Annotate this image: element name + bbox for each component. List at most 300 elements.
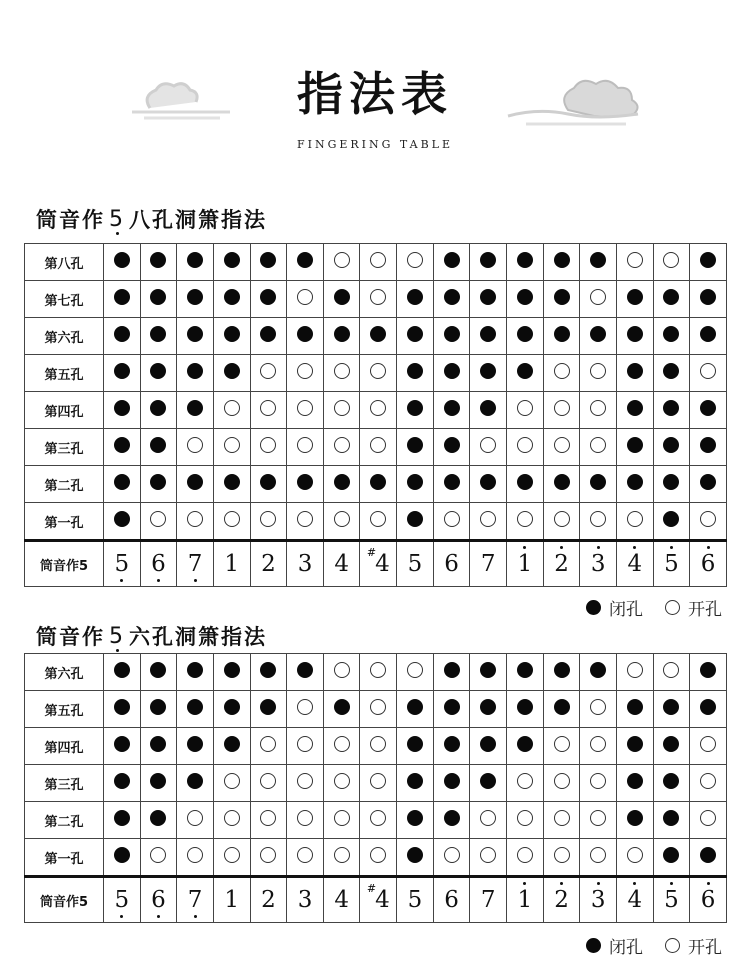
- fingering-cell: [397, 466, 434, 503]
- open-hole-icon: [517, 847, 533, 863]
- fingering-cell: [616, 466, 653, 503]
- open-hole-icon: [297, 363, 313, 379]
- closed-hole-icon: [700, 326, 716, 342]
- open-hole-icon: [590, 400, 606, 416]
- open-hole-icon: [554, 437, 570, 453]
- closed-hole-icon: [224, 252, 240, 268]
- fingering-cell: [360, 355, 397, 392]
- open-hole-icon: [224, 847, 240, 863]
- fingering-cell: [507, 802, 544, 839]
- open-hole-icon: [554, 511, 570, 527]
- fingering-cell: [616, 654, 653, 691]
- fingering-cell: [616, 728, 653, 765]
- open-hole-icon: [334, 437, 350, 453]
- closed-hole-icon: [663, 400, 679, 416]
- fingering-cell: [140, 355, 177, 392]
- fingering-cell: [397, 429, 434, 466]
- note-cell: [323, 877, 360, 923]
- open-hole-icon: [444, 847, 460, 863]
- note-cell: [177, 877, 214, 923]
- legend-eight-hole: [586, 595, 722, 620]
- open-hole-icon: [370, 437, 386, 453]
- open-hole-icon: [554, 736, 570, 752]
- closed-hole-icon: [554, 326, 570, 342]
- fingering-cell: [104, 691, 141, 728]
- fingering-cell: [433, 765, 470, 802]
- fingering-cell: [616, 503, 653, 541]
- fingering-cell: [177, 802, 214, 839]
- closed-hole-icon: [187, 699, 203, 715]
- fingering-cell: [543, 355, 580, 392]
- closed-hole-icon: [444, 252, 460, 268]
- fingering-cell: [213, 355, 250, 392]
- open-hole-icon: [224, 511, 240, 527]
- fingering-cell: [616, 691, 653, 728]
- fingering-cell: [580, 503, 617, 541]
- open-hole-icon: [260, 437, 276, 453]
- open-hole-icon: [554, 773, 570, 789]
- closed-hole-icon: [114, 662, 130, 678]
- jianpu-note: [151, 550, 166, 577]
- closed-hole-icon: [480, 363, 496, 379]
- jianpu-note: [407, 886, 423, 913]
- closed-hole-icon: [260, 289, 276, 305]
- closed-hole-icon: [700, 400, 716, 416]
- closed-hole-icon: [663, 326, 679, 342]
- closed-hole-icon: [627, 699, 643, 715]
- note-number: 5: [664, 550, 679, 577]
- fingering-cell: [580, 355, 617, 392]
- fingering-cell: [470, 728, 507, 765]
- closed-hole-icon: [260, 326, 276, 342]
- open-hole-icon: [480, 511, 496, 527]
- fingering-cell: [397, 728, 434, 765]
- closed-hole-icon: [187, 662, 203, 678]
- fingering-cell: [360, 654, 397, 691]
- fingering-cell: [323, 503, 360, 541]
- closed-hole-icon: [114, 699, 130, 715]
- fingering-cell: [397, 281, 434, 318]
- low-octave-dot: [194, 579, 197, 582]
- fingering-cell: [433, 429, 470, 466]
- fingering-cell: [507, 244, 544, 281]
- fingering-table-eight-hole: [24, 243, 727, 587]
- high-octave-dot: [597, 882, 600, 885]
- note-number: 5: [407, 886, 423, 913]
- note-number: 3: [297, 550, 313, 577]
- table-row: [25, 355, 727, 392]
- note-cell: [690, 877, 727, 923]
- fingering-cell: [140, 654, 177, 691]
- closed-hole-icon: [114, 289, 130, 305]
- closed-hole-icon: [517, 699, 533, 715]
- fingering-cell: [616, 318, 653, 355]
- jianpu-note: [554, 886, 569, 913]
- note-number: 7: [480, 886, 496, 913]
- open-hole-icon: [590, 363, 606, 379]
- closed-hole-icon: [150, 773, 166, 789]
- note-cell: [177, 541, 214, 587]
- open-hole-icon: [517, 511, 533, 527]
- fingering-cell: [323, 392, 360, 429]
- closed-hole-icon: [517, 252, 533, 268]
- note-number: 7: [187, 550, 203, 577]
- note-cell: [433, 541, 470, 587]
- note-number: 2: [554, 550, 569, 577]
- open-hole-icon: [187, 511, 203, 527]
- closed-hole-icon: [150, 474, 166, 490]
- note-number: 1: [224, 886, 240, 913]
- fingering-cell: [690, 466, 727, 503]
- open-hole-icon: [370, 810, 386, 826]
- fingering-cell: [360, 765, 397, 802]
- fingering-cell: [250, 244, 287, 281]
- fingering-cell: [140, 466, 177, 503]
- closed-hole-icon: [627, 326, 643, 342]
- closed-hole-icon: [663, 363, 679, 379]
- closed-hole-icon: [297, 252, 313, 268]
- table-row: [25, 503, 727, 541]
- fingering-cell: [104, 318, 141, 355]
- note-number: 6: [444, 550, 459, 577]
- open-hole-icon: [700, 736, 716, 752]
- closed-hole-icon: [700, 662, 716, 678]
- header: [0, 0, 750, 170]
- note-number: 2: [554, 886, 569, 913]
- note-cell: [543, 877, 580, 923]
- fingering-cell: [287, 466, 324, 503]
- closed-hole-icon: [114, 847, 130, 863]
- hole-label: 第三孔: [25, 765, 104, 802]
- open-hole-icon: [297, 847, 313, 863]
- closed-hole-icon: [150, 326, 166, 342]
- hole-label: 第二孔: [25, 802, 104, 839]
- jianpu-note: [627, 886, 643, 913]
- fingering-cell: [507, 728, 544, 765]
- open-hole-icon: [370, 400, 386, 416]
- fingering-table-six-hole: [24, 653, 727, 923]
- fingering-cell: [690, 802, 727, 839]
- open-hole-icon: [665, 938, 680, 953]
- open-hole-icon: [554, 810, 570, 826]
- closed-hole-icon: [480, 662, 496, 678]
- fingering-cell: [250, 765, 287, 802]
- fingering-cell: [140, 244, 177, 281]
- fingering-cell: [140, 503, 177, 541]
- fingering-cell: [397, 802, 434, 839]
- fingering-cell: [250, 355, 287, 392]
- closed-hole-icon: [554, 289, 570, 305]
- fingering-cell: [616, 355, 653, 392]
- closed-hole-icon: [260, 699, 276, 715]
- closed-hole-icon: [444, 736, 460, 752]
- open-hole-icon: [334, 252, 350, 268]
- open-hole-icon: [224, 437, 240, 453]
- jianpu-note: [366, 881, 390, 913]
- closed-hole-icon: [187, 289, 203, 305]
- closed-hole-icon: [150, 662, 166, 678]
- fingering-cell: [580, 765, 617, 802]
- open-hole-icon: [297, 400, 313, 416]
- cloud-ornament-right: [506, 74, 656, 128]
- open-hole-icon: [517, 810, 533, 826]
- closed-hole-icon: [224, 699, 240, 715]
- high-octave-dot: [560, 882, 563, 885]
- high-octave-dot: [670, 882, 673, 885]
- fingering-cell: [690, 503, 727, 541]
- closed-hole-icon: [444, 474, 460, 490]
- fingering-cell: [360, 728, 397, 765]
- fingering-cell: [323, 802, 360, 839]
- closed-hole-icon: [187, 736, 203, 752]
- closed-hole-icon: [444, 437, 460, 453]
- fingering-cell: [690, 839, 727, 877]
- hole-label: 第一孔: [25, 839, 104, 877]
- low-octave-dot: [157, 915, 160, 918]
- closed-hole-icon: [700, 474, 716, 490]
- note-cell: [397, 541, 434, 587]
- fingering-cell: [287, 654, 324, 691]
- fingering-cell: [177, 429, 214, 466]
- fingering-cell: [213, 466, 250, 503]
- note-number: 4: [627, 886, 643, 913]
- fingering-cell: [470, 281, 507, 318]
- fingering-cell: [177, 244, 214, 281]
- fingering-cell: [397, 654, 434, 691]
- closed-hole-icon: [187, 773, 203, 789]
- closed-hole-icon: [407, 736, 423, 752]
- hole-label: 第五孔: [25, 355, 104, 392]
- closed-hole-icon: [224, 736, 240, 752]
- note-cell: [433, 877, 470, 923]
- low-octave-dot: [120, 579, 123, 582]
- table-row: [25, 802, 727, 839]
- closed-hole-icon: [700, 699, 716, 715]
- closed-hole-icon: [297, 474, 313, 490]
- low-octave-dot: [157, 579, 160, 582]
- closed-hole-icon: [444, 773, 460, 789]
- jianpu-note: [627, 550, 643, 577]
- high-octave-dot: [523, 882, 526, 885]
- fingering-cell: [470, 654, 507, 691]
- note-cell: [323, 541, 360, 587]
- closed-hole-icon: [334, 289, 350, 305]
- fingering-cell: [104, 466, 141, 503]
- fingering-cell: [213, 802, 250, 839]
- closed-hole-icon: [480, 289, 496, 305]
- hole-label: 第四孔: [25, 728, 104, 765]
- fingering-cell: [287, 839, 324, 877]
- closed-hole-icon: [700, 437, 716, 453]
- fingering-cell: [323, 281, 360, 318]
- fingering-cell: [543, 691, 580, 728]
- fingering-cell: [250, 654, 287, 691]
- jianpu-note: [517, 550, 533, 577]
- open-hole-icon: [370, 773, 386, 789]
- hole-label: 第二孔: [25, 466, 104, 503]
- fingering-cell: [360, 318, 397, 355]
- open-hole-icon: [187, 847, 203, 863]
- fingering-cell: [616, 765, 653, 802]
- fingering-cell: [250, 392, 287, 429]
- closed-hole-icon: [554, 662, 570, 678]
- open-hole-icon: [297, 699, 313, 715]
- note-cell: [213, 541, 250, 587]
- closed-hole-icon: [590, 474, 606, 490]
- note-number: 4: [375, 886, 390, 913]
- open-hole-icon: [517, 437, 533, 453]
- note-cell: [250, 541, 287, 587]
- fingering-cell: [690, 654, 727, 691]
- note-row: [25, 541, 727, 587]
- jianpu-note: [261, 550, 276, 577]
- fingering-cell: [177, 839, 214, 877]
- open-hole-icon: [517, 773, 533, 789]
- low-octave-dot: [120, 915, 123, 918]
- note-cell: [616, 877, 653, 923]
- section-title-note: 5: [109, 206, 125, 232]
- fingering-cell: [287, 503, 324, 541]
- fingering-cell: [140, 728, 177, 765]
- fingering-cell: [653, 728, 690, 765]
- fingering-cell: [323, 765, 360, 802]
- note-number: 4: [627, 550, 643, 577]
- open-hole-icon: [663, 662, 679, 678]
- fingering-cell: [213, 839, 250, 877]
- hole-label: 第三孔: [25, 429, 104, 466]
- fingering-cell: [287, 318, 324, 355]
- fingering-cell: [653, 392, 690, 429]
- open-hole-icon: [554, 363, 570, 379]
- closed-hole-icon: [663, 289, 679, 305]
- open-hole-icon: [297, 289, 313, 305]
- high-octave-dot: [597, 546, 600, 549]
- open-hole-icon: [700, 511, 716, 527]
- legend-closed-label: 闭孔: [609, 938, 643, 958]
- fingering-cell: [653, 503, 690, 541]
- closed-hole-icon: [627, 363, 643, 379]
- open-hole-icon: [334, 662, 350, 678]
- table-row: [25, 281, 727, 318]
- fingering-cell: [690, 392, 727, 429]
- note-cell: [543, 541, 580, 587]
- table-row: [25, 392, 727, 429]
- note-cell: [470, 877, 507, 923]
- fingering-cell: [616, 281, 653, 318]
- closed-hole-icon: [444, 289, 460, 305]
- fingering-cell: [507, 355, 544, 392]
- note-number: 2: [261, 886, 276, 913]
- table-row: [25, 429, 727, 466]
- fingering-cell: [213, 281, 250, 318]
- note-cell: [287, 541, 324, 587]
- open-hole-icon: [590, 289, 606, 305]
- high-octave-dot: [633, 546, 636, 549]
- fingering-cell: [690, 429, 727, 466]
- closed-hole-icon: [187, 363, 203, 379]
- note-number: 5: [114, 550, 130, 577]
- closed-hole-icon: [407, 326, 423, 342]
- fingering-cell: [177, 503, 214, 541]
- hole-label: 第八孔: [25, 244, 104, 281]
- closed-hole-icon: [407, 289, 423, 305]
- open-hole-icon: [627, 662, 643, 678]
- open-hole-icon: [260, 511, 276, 527]
- note-number: 6: [151, 550, 166, 577]
- fingering-cell: [104, 839, 141, 877]
- fingering-cell: [250, 839, 287, 877]
- fingering-cell: [397, 355, 434, 392]
- closed-hole-icon: [444, 363, 460, 379]
- closed-hole-icon: [590, 662, 606, 678]
- fingering-cell: [397, 318, 434, 355]
- open-hole-icon: [407, 662, 423, 678]
- fingering-cell: [470, 466, 507, 503]
- fingering-cell: [104, 355, 141, 392]
- fingering-cell: [177, 392, 214, 429]
- fingering-cell: [470, 244, 507, 281]
- jianpu-note: [114, 886, 130, 913]
- page-subtitle: FINGERING TABLE: [296, 138, 454, 151]
- note-cell: [104, 541, 141, 587]
- note-number: 1: [517, 886, 533, 913]
- fingering-cell: [360, 281, 397, 318]
- open-hole-icon: [370, 252, 386, 268]
- jianpu-note: [224, 886, 240, 913]
- closed-hole-icon: [627, 773, 643, 789]
- page-title: 指法表: [297, 67, 453, 121]
- fingering-cell: [177, 654, 214, 691]
- open-hole-icon: [297, 437, 313, 453]
- open-hole-icon: [370, 363, 386, 379]
- fingering-cell: [177, 728, 214, 765]
- closed-hole-icon: [370, 474, 386, 490]
- closed-hole-icon: [407, 810, 423, 826]
- closed-hole-icon: [187, 326, 203, 342]
- note-number: 3: [590, 886, 606, 913]
- fingering-cell: [580, 429, 617, 466]
- fingering-cell: [360, 392, 397, 429]
- section-title-suffix: 六孔洞箫指法: [129, 625, 267, 649]
- open-hole-icon: [260, 773, 276, 789]
- closed-hole-icon: [334, 326, 350, 342]
- fingering-cell: [433, 392, 470, 429]
- section-title-prefix: 筒音作: [36, 625, 105, 649]
- closed-hole-icon: [517, 289, 533, 305]
- fingering-cell: [104, 503, 141, 541]
- fingering-cell: [360, 802, 397, 839]
- note-number: 3: [590, 550, 606, 577]
- closed-hole-icon: [590, 326, 606, 342]
- fingering-cell: [543, 429, 580, 466]
- fingering-cell: [323, 355, 360, 392]
- fingering-cell: [433, 802, 470, 839]
- closed-hole-icon: [334, 699, 350, 715]
- open-hole-icon: [590, 810, 606, 826]
- fingering-cell: [616, 429, 653, 466]
- note-cell: [104, 877, 141, 923]
- closed-hole-icon: [407, 699, 423, 715]
- open-hole-icon: [444, 511, 460, 527]
- fingering-cell: [213, 392, 250, 429]
- hole-label: 第七孔: [25, 281, 104, 318]
- note-cell: [250, 877, 287, 923]
- table-row: [25, 654, 727, 691]
- open-hole-icon: [224, 773, 240, 789]
- note-number: 6: [700, 886, 716, 913]
- fingering-cell: [690, 691, 727, 728]
- jianpu-note: [590, 550, 606, 577]
